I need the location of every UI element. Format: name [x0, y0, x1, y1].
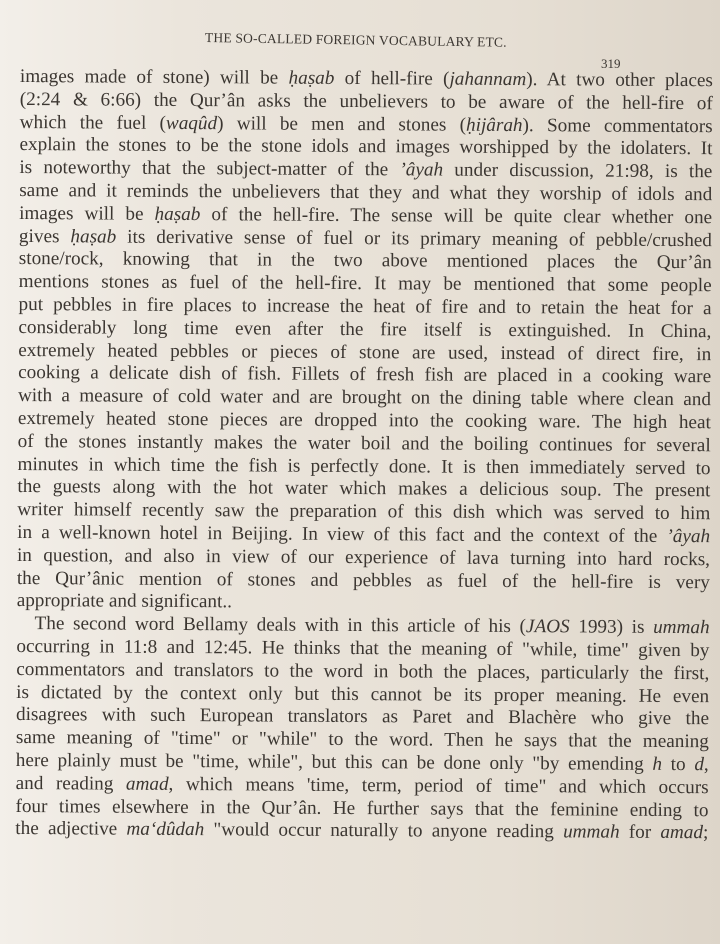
italic-term: ḥaṣab [154, 203, 201, 225]
italic-term: ma‘dûdah [126, 818, 205, 841]
text-line [15, 818, 708, 845]
text-segment: commentators and translators to the word in both the places, particularly the first, [16, 658, 710, 684]
text-segment: The second word Bellamy deals with in this article of his ( [34, 613, 527, 638]
text-segment: cooking a delicate dish of fish. Fillets of fresh fish are placed in a cooking ware [18, 362, 712, 388]
text-segment: and reading [15, 772, 127, 795]
italic-term: JAOS [525, 616, 570, 638]
italic-term: waqûd [165, 112, 218, 134]
text-segment: of the stones instantly makes the water boil and the boiling continues for several [17, 430, 711, 456]
text-segment: considerably long time even after the fire itself is extinguished. In China, [18, 316, 712, 342]
italic-term: h [652, 753, 663, 775]
text-segment: appropriate and significant.. [16, 590, 233, 613]
text-segment: gives [18, 225, 71, 247]
italic-term: d [694, 754, 705, 776]
text-segment: occurring in 11:8 and 12:45. He thinks that the meaning of "while, time" given by [16, 635, 710, 662]
text-segment: its derivative sense of fuel or its primary meaning of pebble/crushed [116, 226, 713, 251]
text-segment: mentions stones as fuel of the hell-fire. It may be mentioned that some people [18, 271, 712, 297]
text-segment: extremely heated stone pieces are dropped into the cooking ware. The high heat [17, 407, 711, 434]
italic-term: ḥaṣab [70, 225, 117, 248]
text-segment: put pebbles in fire places to increase the heat of fire and to retain the heat for a [18, 293, 712, 320]
text-segment: extremely heated pebbles or pieces of stone are used, instead of direct fire, in [18, 339, 712, 365]
text-segment: minutes in which time the fish is perfectly done. It is then immediately served to [17, 453, 711, 479]
text-segment: under discussion, 21:98, is the [443, 159, 713, 183]
text-segment: of the hell-fire. The sense will be quite clear whether one [200, 203, 713, 229]
text-segment: explain the stones to be the stone idols and images worshipped by the idolaters. It [19, 134, 713, 160]
text-segment: images made of stone) will be [19, 66, 289, 89]
italic-term: ’âyah [399, 159, 444, 181]
text-segment: four times elsewhere in the Qur’ân. He further says that the feminine ending to [15, 795, 709, 821]
text-segment: images will be [19, 202, 155, 225]
page-number: 319 [601, 56, 621, 71]
text-segment: ). At two other places [526, 69, 713, 92]
text-segment: stone/rock, knowing that in the two above mentioned places the Qur’ân [18, 248, 712, 274]
text-segment: ) will be men and stones ( [217, 112, 467, 136]
italic-term: jahannam [449, 68, 527, 91]
text-segment: for [619, 821, 661, 844]
text-segment: here plainly must be "time, while", but this can be done only "by emending [15, 749, 653, 775]
text-segment: disagrees with such European translators as Paret and Blachère who give the [15, 704, 710, 730]
text-segment: same and it reminds the unbelievers that they and what they worship of idols and [19, 179, 713, 206]
text-segment: the adjective [15, 818, 127, 840]
text-segment: , [703, 754, 709, 776]
text-segment: , which means 'time, term, period of time" and which occurs [168, 773, 709, 798]
text-segment: writer himself recently saw the preparation of this dish which was served to him [17, 499, 711, 525]
text-segment: the guests along with the hot water which makes a delicious soup. The present [17, 476, 711, 502]
text-segment: "would occur naturally to anyone reading [204, 819, 564, 843]
italic-term: ummah [653, 617, 710, 639]
text-segment: (2:24 & 6:66) the Qur’ân asks the unbelievers to be aware of the hell-fire of [19, 88, 713, 115]
text-segment: of hell-fire ( [334, 67, 450, 90]
text-segment: ). Some commentators [522, 114, 713, 137]
text-segment: to [661, 753, 695, 776]
italic-term: ummah [563, 821, 620, 843]
italic-term: ’âyah [666, 525, 711, 548]
text-segment: is noteworthy that the subject-matter of the [19, 157, 400, 181]
running-head: THE SO-CALLED FOREIGN VOCABULARY ETC. [204, 30, 507, 50]
text-segment: which the fuel ( [19, 111, 167, 134]
text-segment: 1993) is [569, 616, 654, 639]
text-segment: ; [702, 822, 709, 844]
italic-term: amad [660, 822, 704, 844]
italic-term: amad [125, 773, 169, 795]
text-segment: in a well-known hotel in Beijing. In view of this fact and the context of the [17, 521, 667, 547]
italic-term: ḥijârah [465, 114, 523, 136]
body-text [15, 66, 713, 845]
text-segment: in question, and also in view of our experience of lava turning into hard rocks, [16, 544, 711, 570]
text-segment: same meaning of "time" or "while" to the word. Then he says that the meaning [15, 727, 709, 753]
text-segment: is dictated by the context only but this cannot be its proper meaning. He even [16, 681, 710, 707]
italic-term: ḥaṣab [288, 67, 335, 89]
text-segment: with a measure of cold water and are brought on the dining table where clean and [17, 385, 712, 411]
text-segment: the Qur’ânic mention of stones and pebbles as fuel of the hell-fire is very [16, 567, 710, 593]
